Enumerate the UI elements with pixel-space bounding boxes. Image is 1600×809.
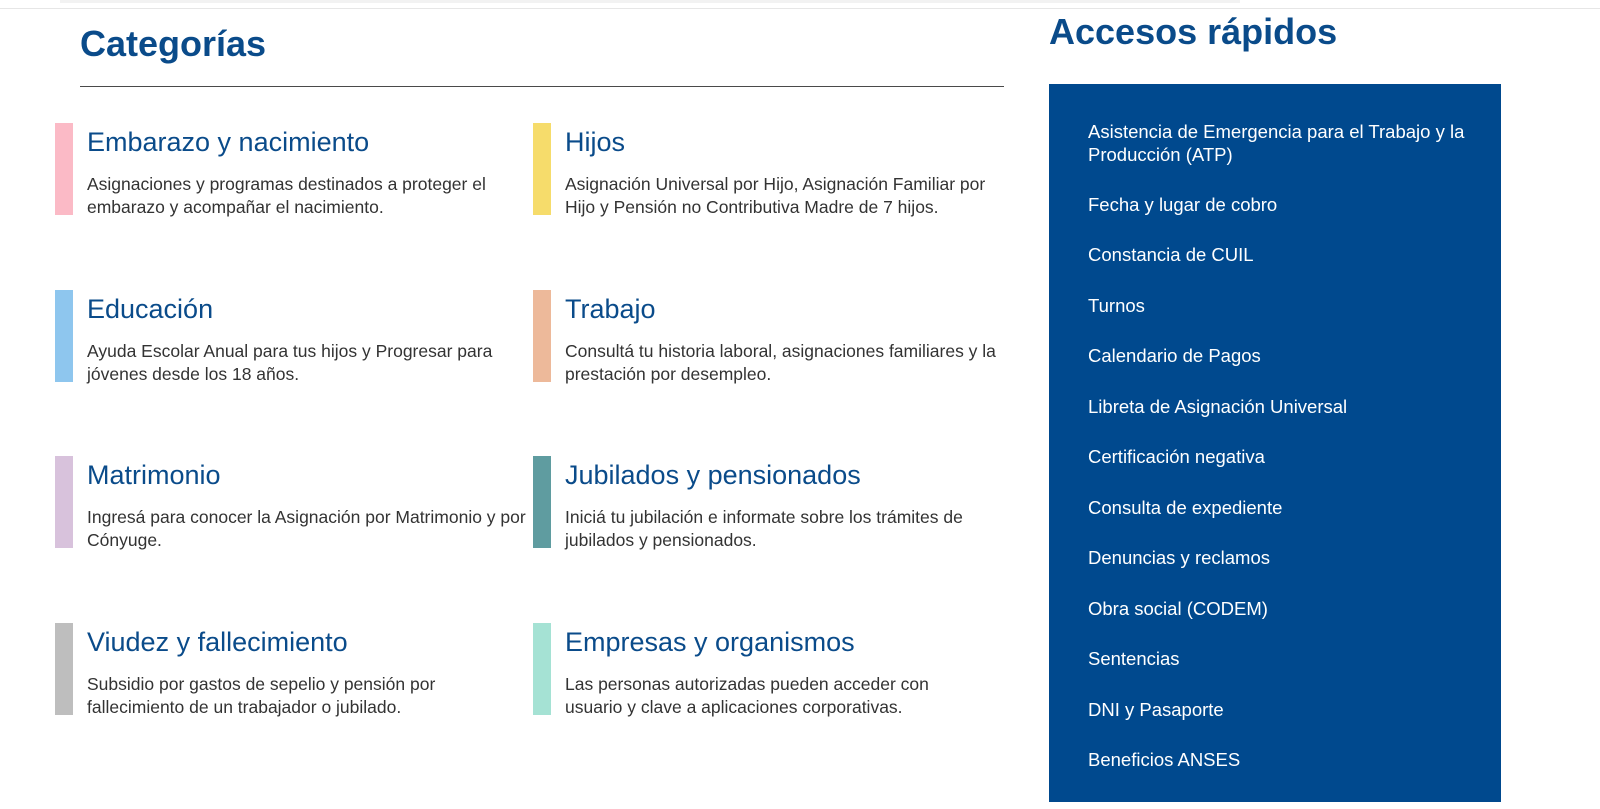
category-card-jubilados[interactable] bbox=[533, 456, 993, 548]
category-card-embarazo[interactable] bbox=[55, 123, 515, 215]
acceso-link-obra-social[interactable]: Obra social (CODEM) bbox=[1088, 598, 1268, 619]
accesos-title: Accesos rápidos bbox=[1049, 11, 1338, 52]
acceso-link-fecha-cobro[interactable]: Fecha y lugar de cobro bbox=[1088, 194, 1278, 215]
acceso-link-sentencias[interactable]: Sentencias bbox=[1088, 648, 1180, 669]
category-desc-matrimonio: Ingresá para conocer la Asignación por Matrimonio y por Cónyuge. bbox=[87, 507, 526, 550]
category-title-empresas[interactable]: Empresas y organismos bbox=[565, 627, 855, 657]
category-desc-trabajo: Consultá tu historia laboral, asignaciones familiares y la prestación por desempleo. bbox=[565, 341, 996, 384]
acceso-link-certificacion-negativa[interactable]: Certificación negativa bbox=[1088, 446, 1265, 467]
category-desc-empresas: Las personas autorizadas pueden acceder con usuario y clave a aplicaciones corporativas. bbox=[565, 674, 929, 717]
categorias-title: Categorías bbox=[80, 23, 267, 64]
category-desc-hijos: Asignación Universal por Hijo, Asignación Familiar por Hijo y Pensión no Contributiva Madre de 7 hijos. bbox=[565, 174, 986, 217]
category-card-viudez[interactable] bbox=[55, 623, 515, 715]
acceso-link-consulta-expediente[interactable]: Consulta de expediente bbox=[1088, 497, 1283, 518]
acceso-link-dni-pasaporte[interactable]: DNI y Pasaporte bbox=[1088, 699, 1224, 720]
acceso-link-beneficios-anses[interactable]: Beneficios ANSES bbox=[1088, 749, 1241, 770]
category-title-trabajo[interactable]: Trabajo bbox=[565, 294, 656, 324]
category-desc-educacion: Ayuda Escolar Anual para tus hijos y Progresar para jóvenes desde los 18 años. bbox=[87, 341, 493, 384]
category-color-bar bbox=[55, 623, 73, 715]
category-color-bar bbox=[533, 123, 551, 215]
category-title-matrimonio[interactable]: Matrimonio bbox=[87, 460, 221, 490]
category-card-trabajo[interactable] bbox=[533, 290, 996, 384]
acceso-link-calendario-pagos[interactable]: Calendario de Pagos bbox=[1088, 345, 1261, 366]
category-title-embarazo[interactable]: Embarazo y nacimiento bbox=[87, 127, 370, 157]
category-title-educacion[interactable]: Educación bbox=[87, 294, 214, 324]
category-color-bar bbox=[533, 623, 551, 715]
accesos-panel bbox=[1049, 84, 1501, 802]
category-color-bar bbox=[533, 456, 551, 548]
category-title-jubilados[interactable]: Jubilados y pensionados bbox=[565, 460, 861, 490]
category-desc-jubilados: Iniciá tu jubilación e informate sobre los trámites de jubilados y pensionados. bbox=[565, 507, 963, 550]
acceso-link-constancia-cuil[interactable]: Constancia de CUIL bbox=[1088, 244, 1254, 265]
category-card-educacion[interactable] bbox=[55, 290, 515, 382]
category-color-bar bbox=[533, 290, 551, 382]
category-title-hijos[interactable]: Hijos bbox=[565, 127, 626, 157]
category-card-empresas[interactable] bbox=[533, 623, 993, 715]
category-title-viudez[interactable]: Viudez y fallecimiento bbox=[87, 627, 348, 657]
category-color-bar bbox=[55, 456, 73, 548]
acceso-link-turnos[interactable]: Turnos bbox=[1088, 295, 1145, 316]
acceso-link-denuncias-reclamos[interactable]: Denuncias y reclamos bbox=[1088, 547, 1270, 568]
acceso-link-atp[interactable]: Asistencia de Emergencia para el Trabajo y la Producción (ATP) bbox=[1088, 121, 1465, 165]
category-card-hijos[interactable] bbox=[533, 123, 993, 215]
categorias-divider bbox=[80, 86, 1004, 87]
top-shadow-strip bbox=[60, 0, 1240, 3]
category-color-bar bbox=[55, 290, 73, 382]
category-color-bar bbox=[55, 123, 73, 215]
top-separator bbox=[0, 8, 1600, 9]
category-desc-viudez: Subsidio por gastos de sepelio y pensión por fallecimiento de un trabajador o jubilado. bbox=[87, 674, 436, 717]
category-desc-embarazo: Asignaciones y programas destinados a proteger el embarazo y acompañar el nacimiento. bbox=[87, 174, 486, 217]
category-card-matrimonio[interactable] bbox=[55, 456, 526, 550]
acceso-link-libreta-auh[interactable]: Libreta de Asignación Universal bbox=[1088, 396, 1348, 417]
